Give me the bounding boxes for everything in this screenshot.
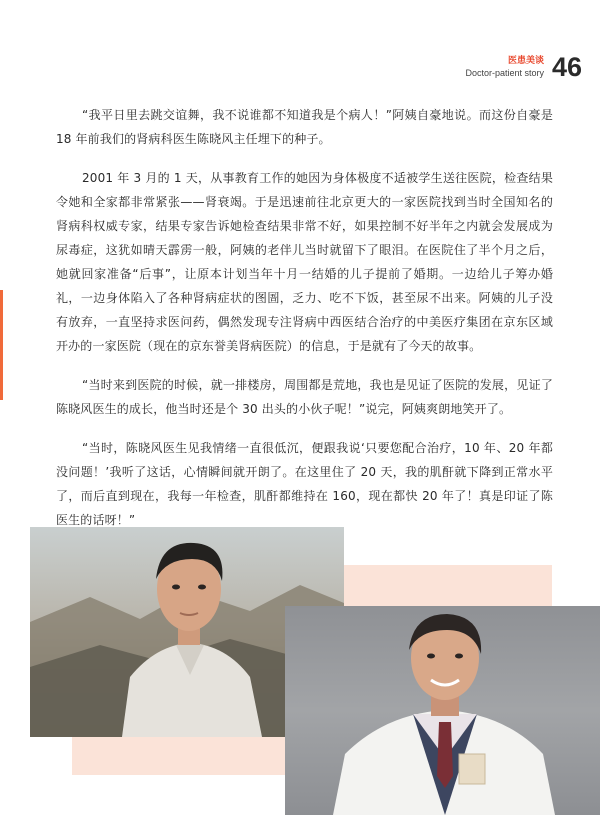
section-category-en: Doctor-patient story (465, 68, 544, 78)
article-body (56, 103, 553, 547)
paragraph-4: “当时，陈晓风医生见我情绪一直很低沉，便跟我说‘只要您配合治疗，10 年、20 年都没问题！’我听了这话，心情瞬间就开朗了。在这里住了 20 天，我的肌酐就下降到正常水平了，而后直到现在，我每一年检查，肌酐都维持在 160，现在都快 20 年了！真是印证了陈医生的话呀！” (56, 441, 553, 527)
current-doctor-illustration (285, 606, 600, 815)
page-header (465, 56, 544, 79)
paragraph-2: 2001 年 3 月的 1 天，从事教育工作的她因为身体极度不适被学生送往医院，检查结果令她和全家都非常紧张——肾衰竭。于是迅速前往北京更大的一家医院找到当时全国知名的肾病科权威专家，结果专家告诉她检查结果非常不好，如果控制不好半年之内就会发展成为尿毒症，这犹如晴天霹雳一般，阿姨的老伴儿当时就留下了眼泪。在医院住了半个月之后，她就回家准备“后事”，让原本计划当年十月一结婚的儿子提前了婚期。一边给儿子筹办婚礼，一边身体陷入了各种肾病症状的图圄，乏力、吃不下饭，甚至尿不出来。阿姨的儿子没有放弃，一直坚持求医问药，偶然发现专注肾病中西医结合治疗的中美医疗集团在京东区域开办的一家医院（现在的京东誉美肾病医院）的信息，于是就有了今天的故事。 (56, 171, 553, 353)
left-accent-stripe (0, 290, 3, 400)
photo-current-doctor (285, 606, 600, 815)
section-category-cn: 医患美谈 (507, 56, 544, 66)
page-number: 46 (551, 52, 582, 82)
paragraph-3: “当时来到医院的时候，就一排楼房，周围都是荒地，我也是见证了医院的发展，见证了陈晓风医生的成长，他当时还是个 30 出头的小伙子呢！”说完，阿姨爽朗地笑开了。 (56, 378, 553, 416)
paragraph-1: “我平日里去跳交谊舞，我不说谁都不知道我是个病人！”阿姨自豪地说。而这份自豪是 18 年前我们的肾病科医生陈晓风主任埋下的种子。 (56, 108, 553, 146)
